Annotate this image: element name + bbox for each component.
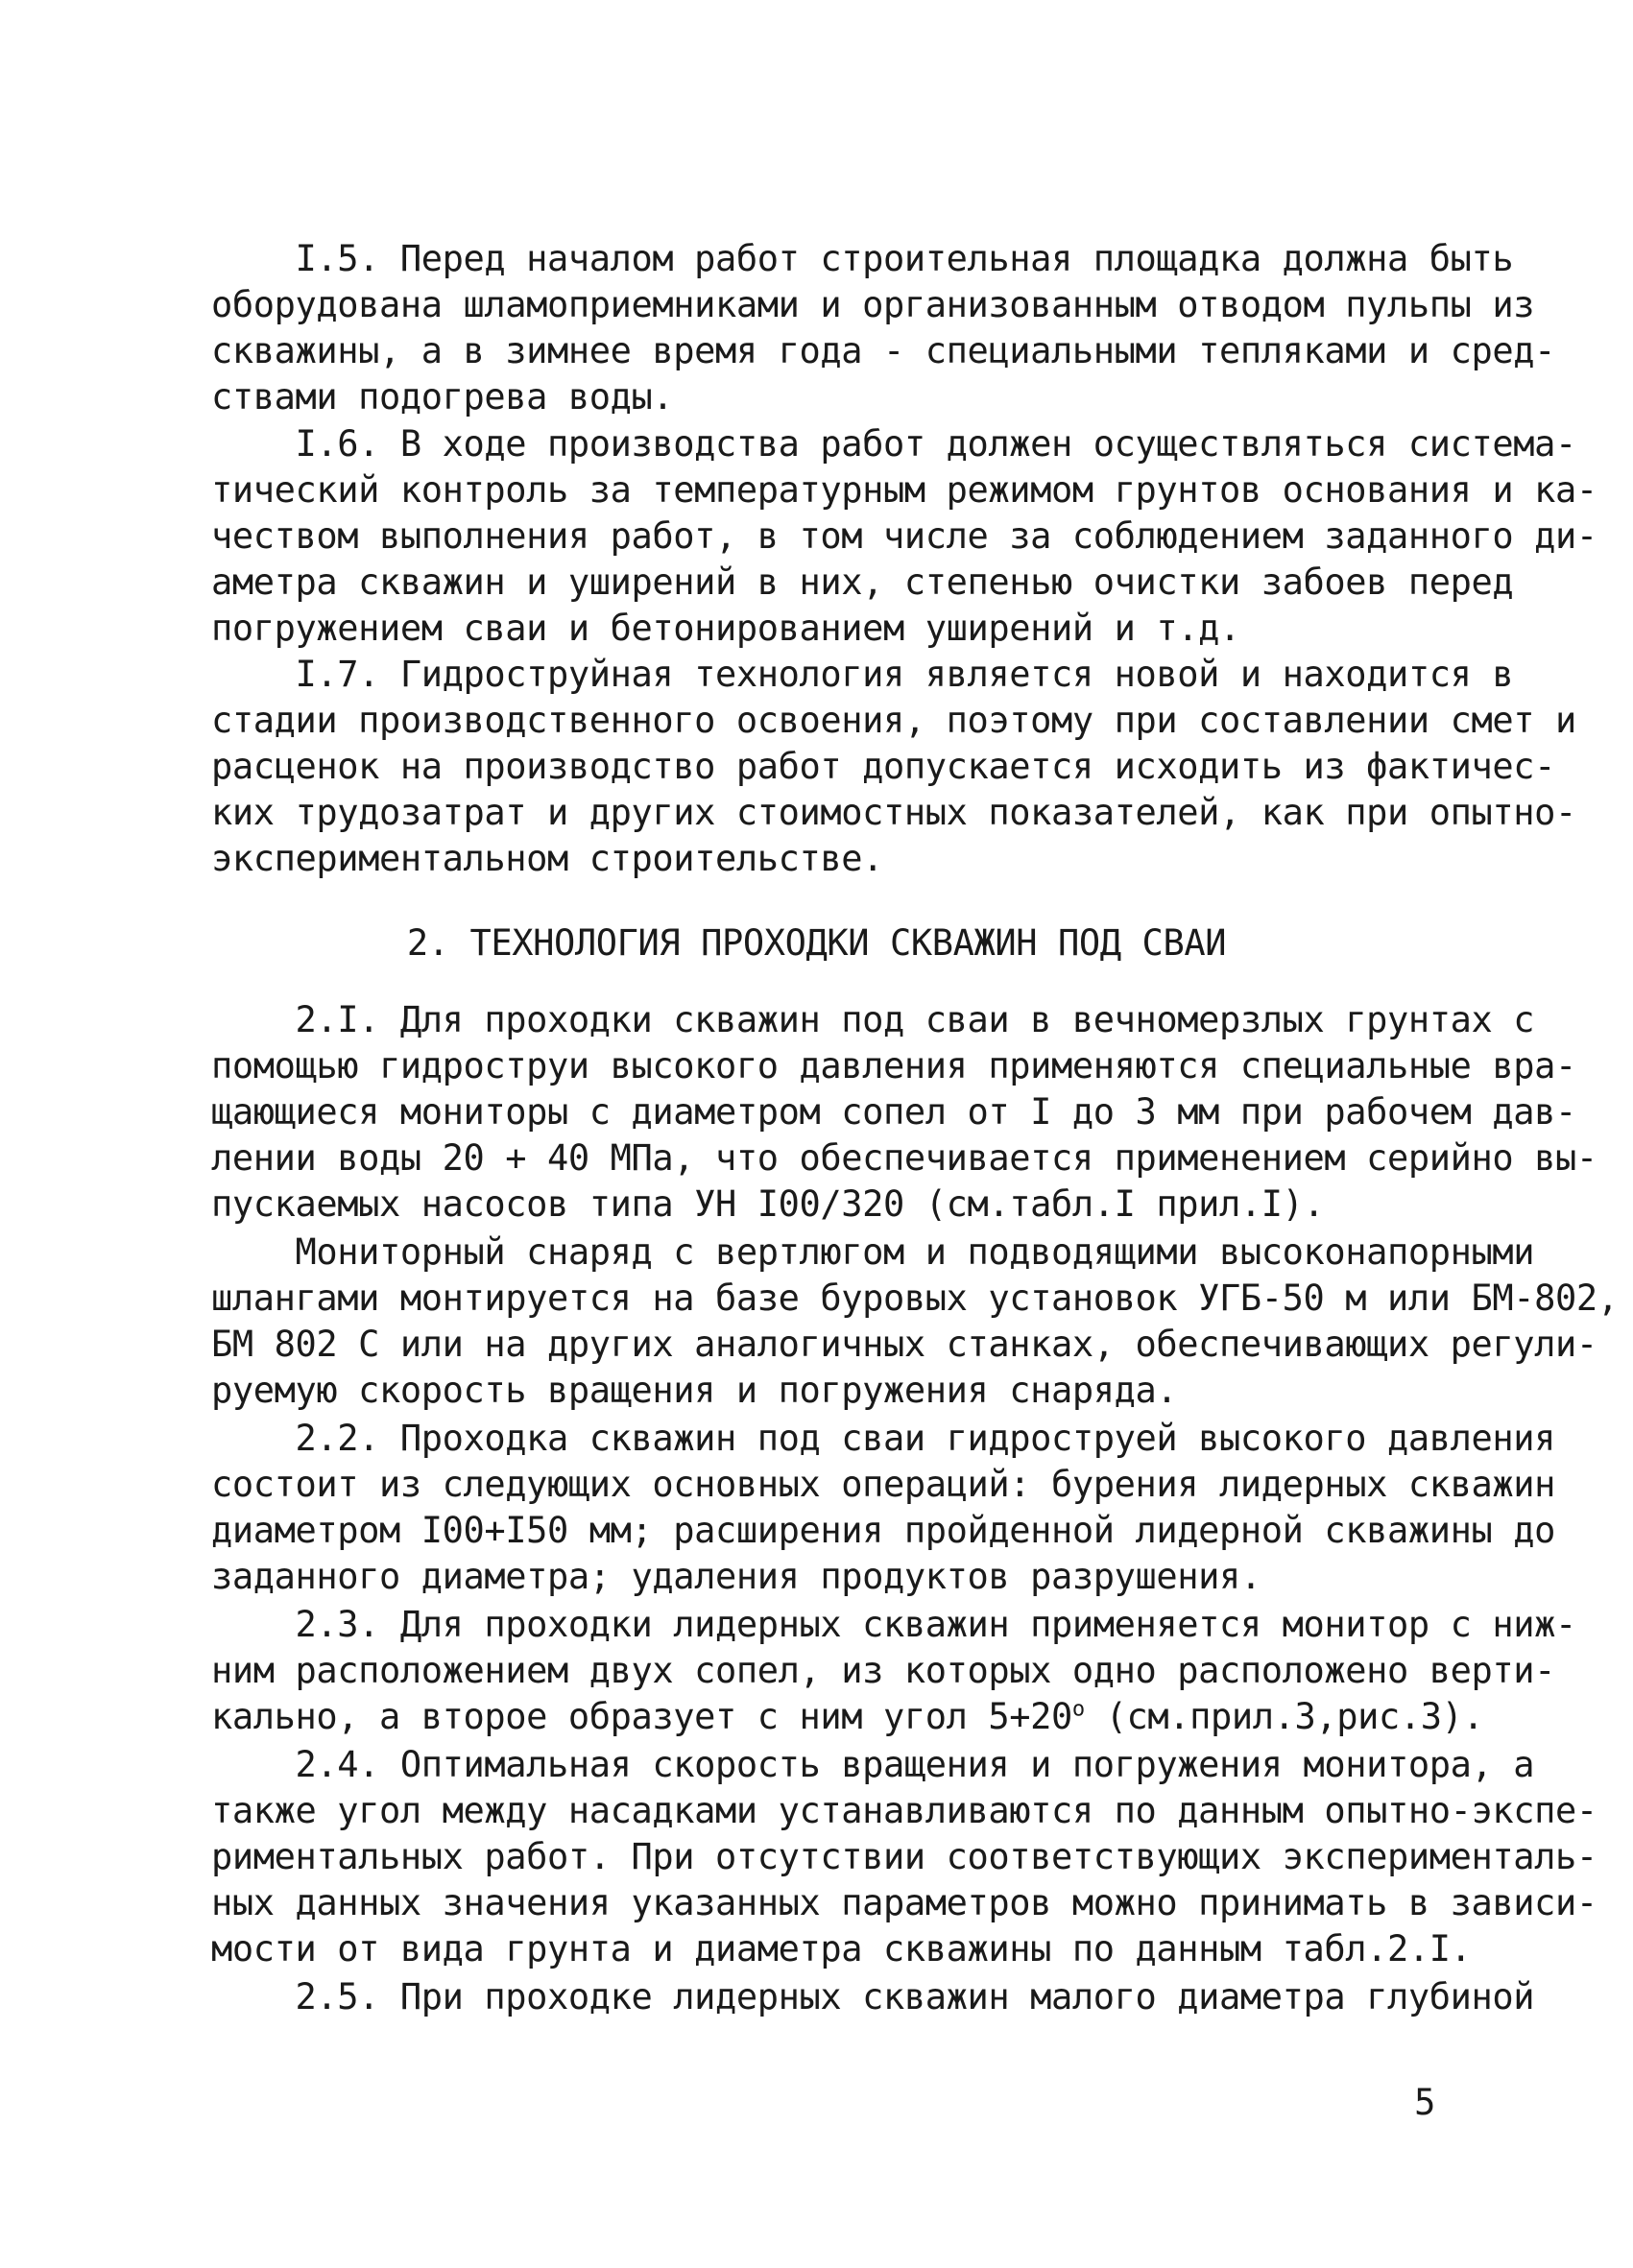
text-line: стадии производственного освоения, поэтому при составлении смет и	[211, 700, 1576, 741]
text-line: 2.4. Оптимальная скорость вращения и погружения монитора, а	[211, 1744, 1535, 1785]
text-line: помощью гидроструи высокого давления применяются специальные вра-	[211, 1045, 1576, 1086]
text-line: аметра скважин и уширений в них, степенью очистки забоев перед	[211, 561, 1514, 603]
text-line: скважины, а в зимнее время года - специальными тепляками и сред-	[211, 330, 1556, 371]
text-fragment: кально, а второе образует с ним угол 5+20	[211, 1696, 1072, 1737]
text-line: оборудована шламоприемниками и организованным отводом пульпы из	[211, 284, 1535, 325]
text-line: ких трудозатрат и других стоимостных показателей, как при опытно-	[211, 792, 1576, 833]
text-line: риментальных работ. При отсутствии соответствующих эксперименталь-	[211, 1836, 1597, 1877]
text-line	[211, 1695, 1484, 1739]
text-line: I.5. Перед началом работ строительная площадка должна быть	[211, 238, 1514, 279]
text-line: погружением сваи и бетонированием уширений и т.д.	[211, 608, 1240, 649]
text-line: шлангами монтируется на базе буровых установок УГБ-50 м или БМ-802,	[211, 1277, 1619, 1319]
text-line: также угол между насадками устанавливаются по данным опытно-экспе-	[211, 1790, 1597, 1831]
text-line: 2.3. Для проходки лидерных скважин применяется монитор с ниж-	[211, 1604, 1576, 1645]
text-line: состоит из следующих основных операций: бурения лидерных скважин	[211, 1464, 1556, 1505]
text-line: расценок на производство работ допускается исходить из фактичес-	[211, 746, 1556, 787]
text-line: Мониторный снаряд с вертлюгом и подводящими высоконапорными	[211, 1231, 1535, 1273]
degree-superscript: о	[1071, 1697, 1085, 1722]
text-line: заданного диаметра; удаления продуктов разрушения.	[211, 1556, 1261, 1597]
text-line: I.6. В ходе производства работ должен осуществляться система-	[211, 423, 1576, 465]
text-line: 2.5. При проходке лидерных скважин малого диаметра глубиной	[211, 1976, 1535, 2017]
page-number: 5	[1414, 2082, 1435, 2123]
text-line: мости от вида грунта и диаметра скважины по данным табл.2.I.	[211, 1928, 1472, 1970]
text-line: щающиеся мониторы с диаметром сопел от I до 3 мм при рабочем дав-	[211, 1091, 1576, 1133]
section-heading: 2. ТЕХНОЛОГИЯ ПРОХОДКИ СКВАЖИН ПОД СВАИ	[406, 922, 1227, 964]
text-fragment: (см.прил.3,рис.3).	[1084, 1696, 1484, 1737]
text-line: тический контроль за температурным режимом грунтов основания и ка-	[211, 469, 1597, 511]
text-line: диаметром I00+I50 мм; расширения пройденной лидерной скважины до	[211, 1510, 1556, 1551]
text-line: пускаемых насосов типа УН I00/320 (см.табл.I прил.I).	[211, 1183, 1325, 1225]
text-line: ним расположением двух сопел, из которых одно расположено верти-	[211, 1650, 1556, 1691]
text-line: ных данных значения указанных параметров можно принимать в зависи-	[211, 1882, 1597, 1923]
text-line: I.7. Гидроструйная технология является новой и находится в	[211, 654, 1514, 695]
text-line: руемую скорость вращения и погружения снаряда.	[211, 1370, 1178, 1411]
text-line: ствами подогрева воды.	[211, 376, 674, 418]
text-line: чеством выполнения работ, в том числе за соблюдением заданного ди-	[211, 515, 1597, 557]
text-line: лении воды 20 + 40 МПа, что обеспечивается применением серийно вы-	[211, 1137, 1597, 1179]
text-line: 2.2. Проходка скважин под сваи гидроструей высокого давления	[211, 1418, 1556, 1459]
text-line: БМ 802 С или на других аналогичных станках, обеспечивающих регули-	[211, 1324, 1597, 1365]
text-line: 2.I. Для проходки скважин под сваи в вечномерзлых грунтах с	[211, 999, 1535, 1040]
text-line: экспериментальном строительстве.	[211, 838, 884, 879]
